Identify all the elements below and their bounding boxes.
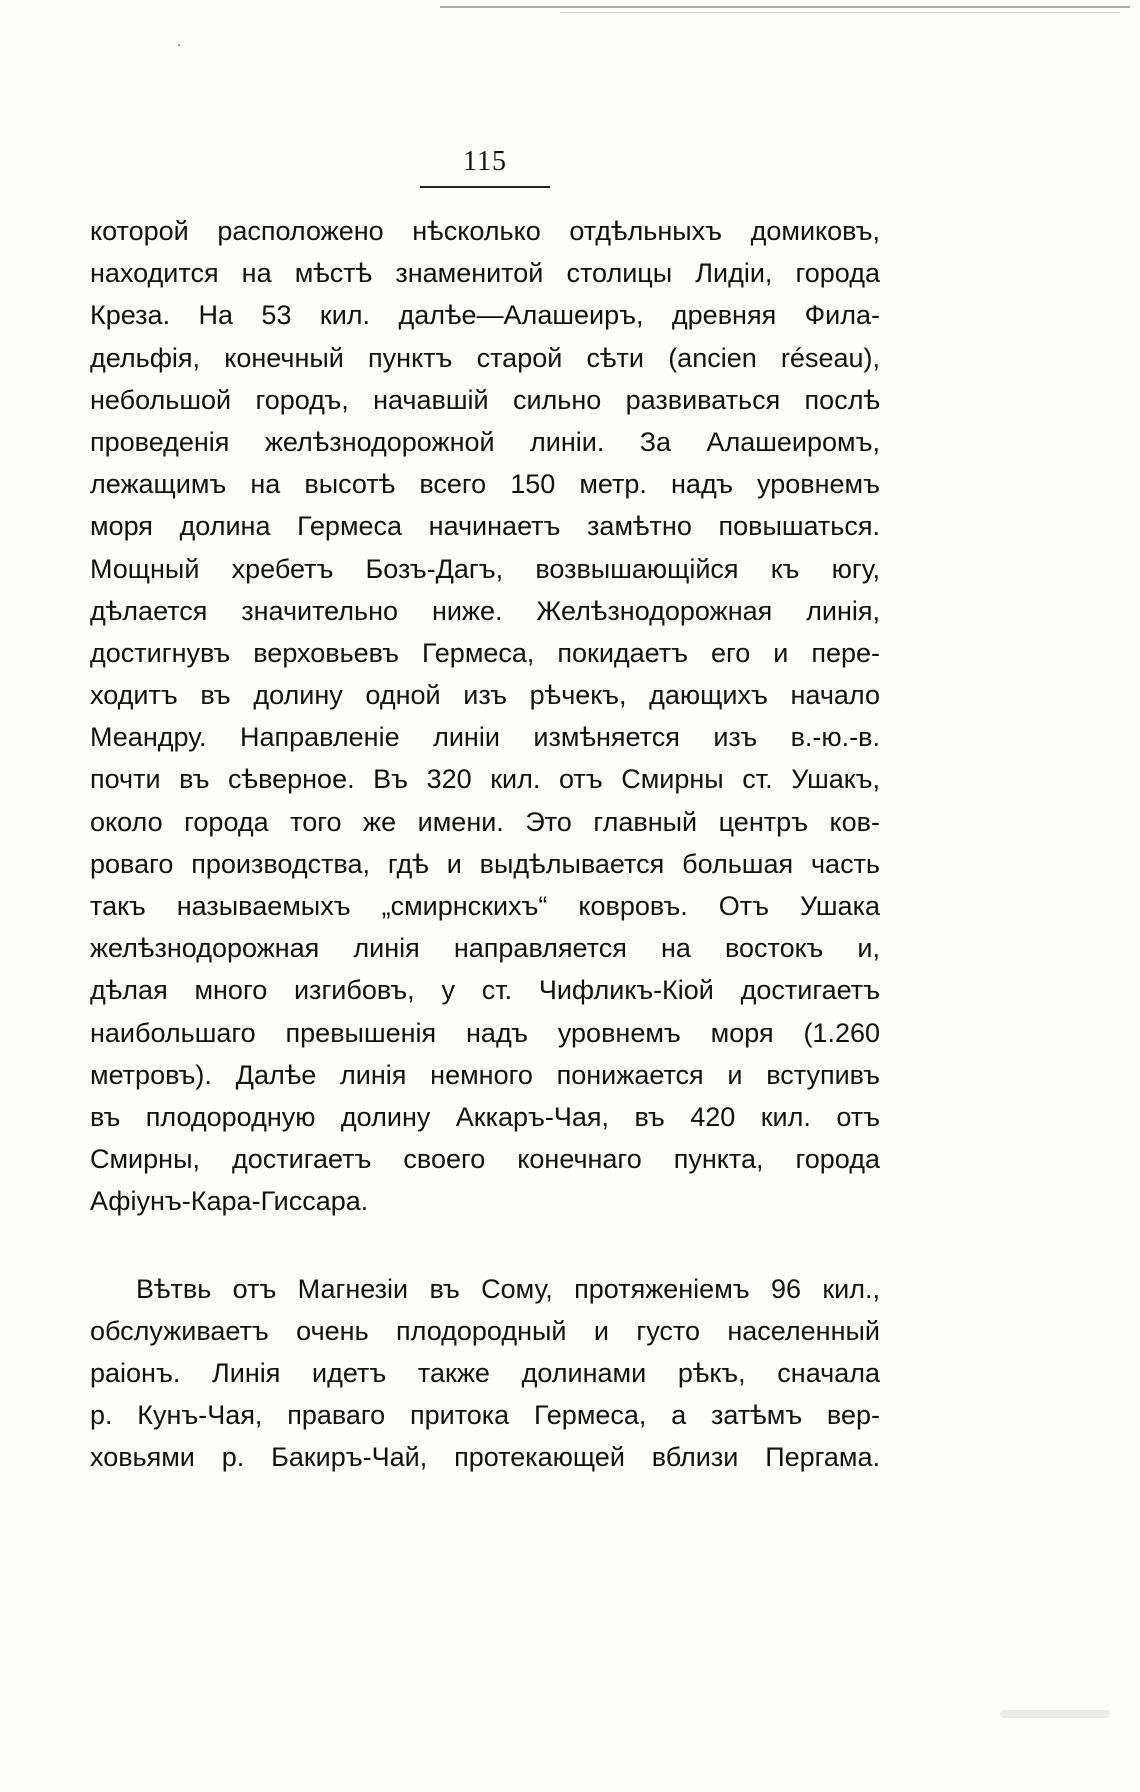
text-line: желѣзнодорожная линія направляется на востокъ и,: [90, 933, 880, 964]
text-line: почти въ сѣверное. Въ 320 кил. отъ Смирны ст. Ушакъ,: [90, 764, 880, 795]
scan-edge-line-secondary: [560, 12, 1120, 13]
text-line: р. Кунъ-Чая, праваго притока Гермеса, а затѣмъ вер-: [90, 1400, 880, 1431]
paragraph-1: [90, 210, 880, 1223]
body-text: [90, 210, 880, 1478]
paragraph-spacer: [90, 1223, 880, 1268]
text-line: Афіунъ-Кара-Гиссара.: [90, 1186, 369, 1217]
text-line: дѣлается значительно ниже. Желѣзнодорожная линія,: [90, 595, 880, 626]
text-line: Меандру. Направленіе линіи измѣняется изъ в.-ю.-в.: [90, 722, 880, 753]
text-line: раіонъ. Линія идетъ также долинами рѣкъ, сначала: [90, 1357, 880, 1388]
text-line: Вѣтвь отъ Магнезіи въ Сому, протяженіемъ 96 кил.,: [136, 1273, 880, 1304]
text-line: въ плодородную долину Аккаръ-Чая, въ 420 кил. отъ: [90, 1101, 880, 1132]
page-number: 115: [463, 146, 507, 177]
text-line: ховьями р. Бакиръ-Чай, протекающей вблизи Пергама.: [90, 1442, 880, 1473]
text-line: метровъ). Далѣе линія немного понижается и вступивъ: [90, 1059, 880, 1090]
scan-speck: [178, 44, 180, 46]
text-line: обслуживаетъ очень плодородный и густо населенный: [90, 1315, 880, 1346]
text-line: дельфія, конечный пунктъ старой сѣти (ancien réseau),: [90, 342, 880, 373]
text-line: Мощный хребетъ Бозъ-Дагъ, возвышающійся къ югу,: [90, 553, 880, 584]
text-line: находится на мѣстѣ знаменитой столицы Лидіи, города: [90, 258, 880, 289]
text-line: небольшой городъ, начавшій сильно развиваться послѣ: [90, 384, 880, 415]
text-line: Смирны, достигаетъ своего конечнаго пункта, города: [90, 1144, 880, 1175]
text-line: достигнувъ верховьевъ Гермеса, покидаетъ его и пере-: [90, 637, 880, 668]
text-line: роваго производства, гдѣ и выдѣлывается большая часть: [90, 848, 880, 879]
page-number-underline: [420, 186, 550, 188]
text-line: наибольшаго превышенія надъ уровнемъ моря (1.260: [90, 1017, 880, 1048]
scan-smudge: [1000, 1710, 1110, 1718]
text-line: моря долина Гермеса начинаетъ замѣтно повышаться.: [90, 511, 880, 542]
text-line: ходитъ въ долину одной изъ рѣчекъ, дающихъ начало: [90, 680, 880, 711]
text-line: около города того же имени. Это главный центръ ков-: [90, 806, 880, 837]
text-line: такъ называемыхъ „смирнскихъ“ ковровъ. Отъ Ушака: [90, 891, 880, 921]
text-line: дѣлая много изгибовъ, у ст. Чифликъ-Кіой достигаетъ: [90, 975, 880, 1006]
text-line: проведенія желѣзнодорожной линіи. За Алашеиромъ,: [90, 426, 880, 457]
scan-edge-line: [440, 6, 1130, 8]
text-line: Креза. На 53 кил. далѣе—Алашеиръ, древняя Фила-: [90, 300, 880, 331]
paragraph-2: [90, 1268, 880, 1479]
text-line: которой расположено нѣсколько отдѣльныхъ домиковъ,: [90, 216, 880, 246]
text-line: лежащимъ на высотѣ всего 150 метр. надъ уровнемъ: [90, 469, 880, 500]
